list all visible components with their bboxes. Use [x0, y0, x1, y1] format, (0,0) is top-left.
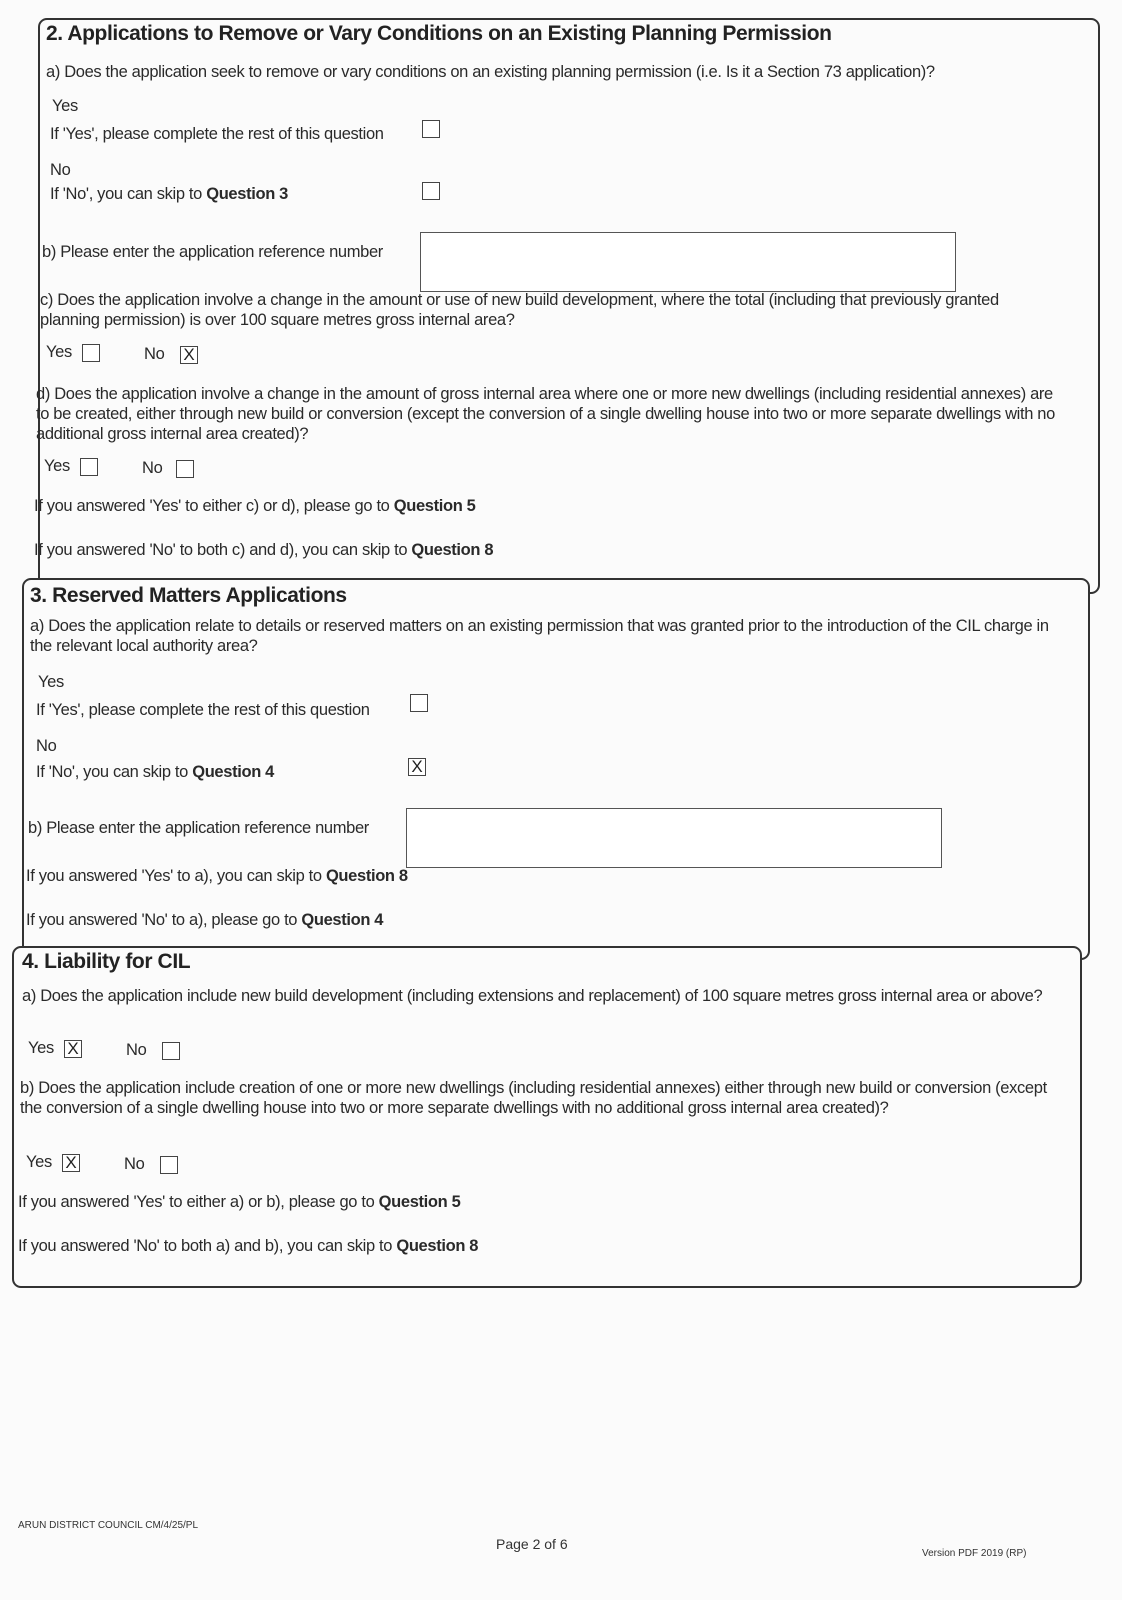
- q4b-no-checkbox[interactable]: [160, 1156, 178, 1174]
- note-target: Question 5: [393, 497, 476, 515]
- footer-version: Version PDF 2019 (RP): [922, 1548, 1027, 1559]
- note-text: If you answered 'No' to a), please go to: [26, 911, 302, 929]
- q4a-no-label: No: [126, 1041, 147, 1059]
- note-text: If you answered 'No' to both a) and b), you can skip to: [18, 1237, 397, 1255]
- q2b-label: b) Please enter the application reference number: [42, 243, 383, 261]
- q3-note-yes: [26, 866, 408, 886]
- q3a-yes-label: Yes: [38, 673, 64, 691]
- note-target: Question 8: [396, 1237, 479, 1255]
- q2a-yes-label: Yes: [52, 97, 78, 115]
- note-text: If you answered 'Yes' to either c) or d), please go to: [34, 497, 394, 515]
- note-target: Question 4: [192, 763, 274, 781]
- q4a-yes-checkbox[interactable]: X: [64, 1040, 82, 1058]
- q2a-no-note: [50, 184, 288, 204]
- q2c-yes-checkbox[interactable]: [82, 344, 100, 362]
- note-target: Question 5: [378, 1193, 461, 1211]
- q4a-question: a) Does the application include new build development (including extensions and replacement) of 100 square metres gross internal area or above?: [22, 987, 1043, 1005]
- footer-page-number: Page 2 of 6: [496, 1536, 568, 1552]
- note-text: If 'No', you can skip to: [50, 185, 207, 203]
- footer-reference: ARUN DISTRICT COUNCIL CM/4/25/PL: [18, 1520, 199, 1531]
- q3a-no-checkbox[interactable]: X: [408, 758, 426, 776]
- q2a-question: a) Does the application seek to remove or vary conditions on an existing planning permission (i.e. Is it a Section 73 application)?: [46, 63, 935, 81]
- section-3-title: 3. Reserved Matters Applications: [30, 584, 347, 607]
- q2d-question: d) Does the application involve a change in the amount of gross internal area where one or more new dwellings (including residential annexes) are to be created, either through new build or conversion (except the conversion of a single dwelling house into two or more separate dwellings with no additional gross internal area created)?: [36, 385, 1055, 443]
- q2b-reference-input[interactable]: [420, 232, 956, 292]
- q2c-no-checkbox[interactable]: X: [180, 346, 198, 364]
- q3b-reference-input[interactable]: [406, 808, 942, 868]
- q2a-yes-note: If 'Yes', please complete the rest of this question: [50, 125, 384, 143]
- note-target: Question 3: [206, 185, 288, 203]
- q2c-yes-label: Yes: [46, 343, 72, 361]
- q4-note-yes: [18, 1192, 460, 1212]
- q4a-yes-label: Yes: [28, 1039, 54, 1057]
- q2a-no-checkbox[interactable]: [422, 182, 440, 200]
- section-2-title: 2. Applications to Remove or Vary Conditions on an Existing Planning Permission: [46, 22, 832, 45]
- note-text: If you answered 'No' to both c) and d), you can skip to: [34, 541, 412, 559]
- q4b-no-label: No: [124, 1155, 145, 1173]
- section-4-title: 4. Liability for CIL: [22, 950, 191, 973]
- q4b-yes-label: Yes: [26, 1153, 52, 1171]
- q2c-no-label: No: [144, 345, 165, 363]
- q3a-no-note: [36, 762, 274, 782]
- note-text: If you answered 'Yes' to either a) or b), please go to: [18, 1193, 379, 1211]
- q3a-yes-checkbox[interactable]: [410, 694, 428, 712]
- q2d-yes-label: Yes: [44, 457, 70, 475]
- q2-note-yes: [34, 496, 476, 516]
- q2d-no-label: No: [142, 459, 163, 477]
- q2a-yes-checkbox[interactable]: [422, 120, 440, 138]
- q3a-yes-note: If 'Yes', please complete the rest of this question: [36, 701, 370, 719]
- note-target: Question 8: [411, 541, 494, 559]
- q4b-yes-checkbox[interactable]: X: [62, 1154, 80, 1172]
- q2a-no-label: No: [50, 161, 71, 179]
- note-target: Question 8: [325, 867, 408, 885]
- note-text: If 'No', you can skip to: [36, 763, 193, 781]
- q2-note-no: [34, 540, 493, 560]
- q2c-question: c) Does the application involve a change in the amount or use of new build development, where the total (including that previously granted planning permission) is over 100 square metres gross internal area?: [40, 291, 999, 329]
- q3-note-no: [26, 910, 383, 930]
- q2d-yes-checkbox[interactable]: [80, 458, 98, 476]
- q3b-label: b) Please enter the application reference number: [28, 819, 369, 837]
- q2d-no-checkbox[interactable]: [176, 460, 194, 478]
- note-text: If you answered 'Yes' to a), you can skip to: [26, 867, 326, 885]
- q4-note-no: [18, 1236, 478, 1256]
- q3a-no-label: No: [36, 737, 57, 755]
- q4a-no-checkbox[interactable]: [162, 1042, 180, 1060]
- note-target: Question 4: [301, 911, 384, 929]
- q4b-question: b) Does the application include creation of one or more new dwellings (including residential annexes) either through new build or conversion (except the conversion of a single dwelling house into two or more separate dwellings with no additional gross internal area created)?: [20, 1079, 1047, 1117]
- q3a-question: a) Does the application relate to details or reserved matters on an existing permission that was granted prior to the introduction of the CIL charge in the relevant local authority area?: [30, 617, 1049, 655]
